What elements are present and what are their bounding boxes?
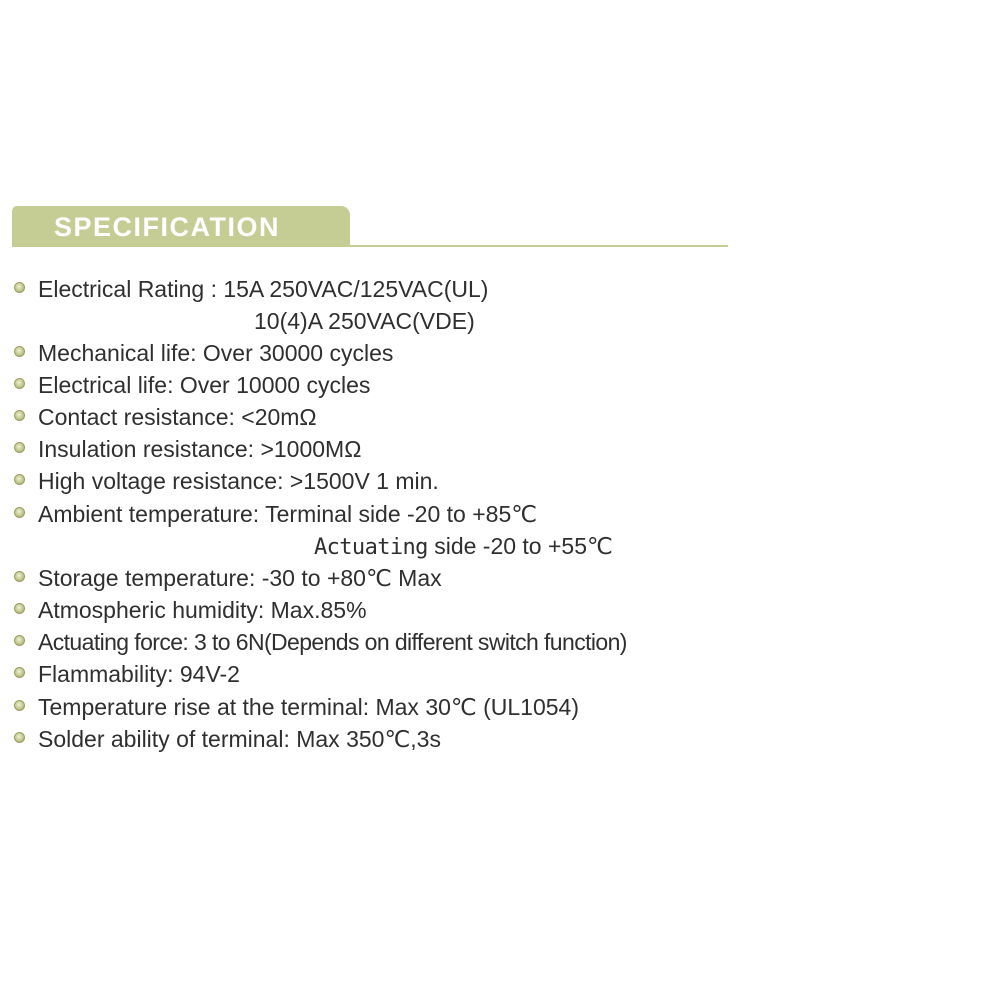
spec-temperature-rise: Temperature rise at the terminal: Max 30℃ (UL1054) [38,694,580,720]
spec-high-voltage-resistance: High voltage resistance: >1500V 1 min. [38,468,439,494]
bullet-icon [14,700,25,711]
spec-mechanical-life: Mechanical life: Over 30000 cycles [38,340,394,366]
bullet-icon [14,571,25,582]
bullet-icon [14,635,25,646]
bullet-icon [14,732,25,743]
spec-ambient-temperature-actuating [314,532,613,562]
bullet-icon [14,378,25,389]
page-title: SPECIFICATION [54,212,281,242]
bullet-icon [14,442,25,453]
actuating-label: Actuating [314,535,428,560]
spec-actuating-force: Actuating force: 3 to 6N(Depends on different switch function) [38,629,627,655]
spec-storage-temperature: Storage temperature: -30 to +80℃ Max [38,565,442,591]
spec-flammability: Flammability: 94V-2 [38,661,240,687]
bullet-icon [14,603,25,614]
bullet-icon [14,410,25,421]
bullet-icon [14,474,25,485]
bullet-icon [14,282,25,293]
spec-atmospheric-humidity: Atmospheric humidity: Max.85% [38,597,367,623]
spec-ambient-temperature: Ambient temperature: Terminal side -20 to +85℃ [38,501,538,527]
spec-solder-ability: Solder ability of terminal: Max 350℃,3s [38,726,441,752]
bullet-icon [14,507,25,518]
actuating-range: side -20 to +55℃ [427,533,613,559]
spec-electrical-rating: Electrical Rating : 15A 250VAC/125VAC(UL) [38,276,489,302]
bullet-icon [14,667,25,678]
spec-electrical-rating-vde: 10(4)A 250VAC(VDE) [254,308,475,334]
spec-electrical-life: Electrical life: Over 10000 cycles [38,372,371,398]
bullet-icon [14,346,25,357]
spec-insulation-resistance: Insulation resistance: >1000MΩ [38,436,362,462]
spec-contact-resistance: Contact resistance: <20mΩ [38,404,317,430]
